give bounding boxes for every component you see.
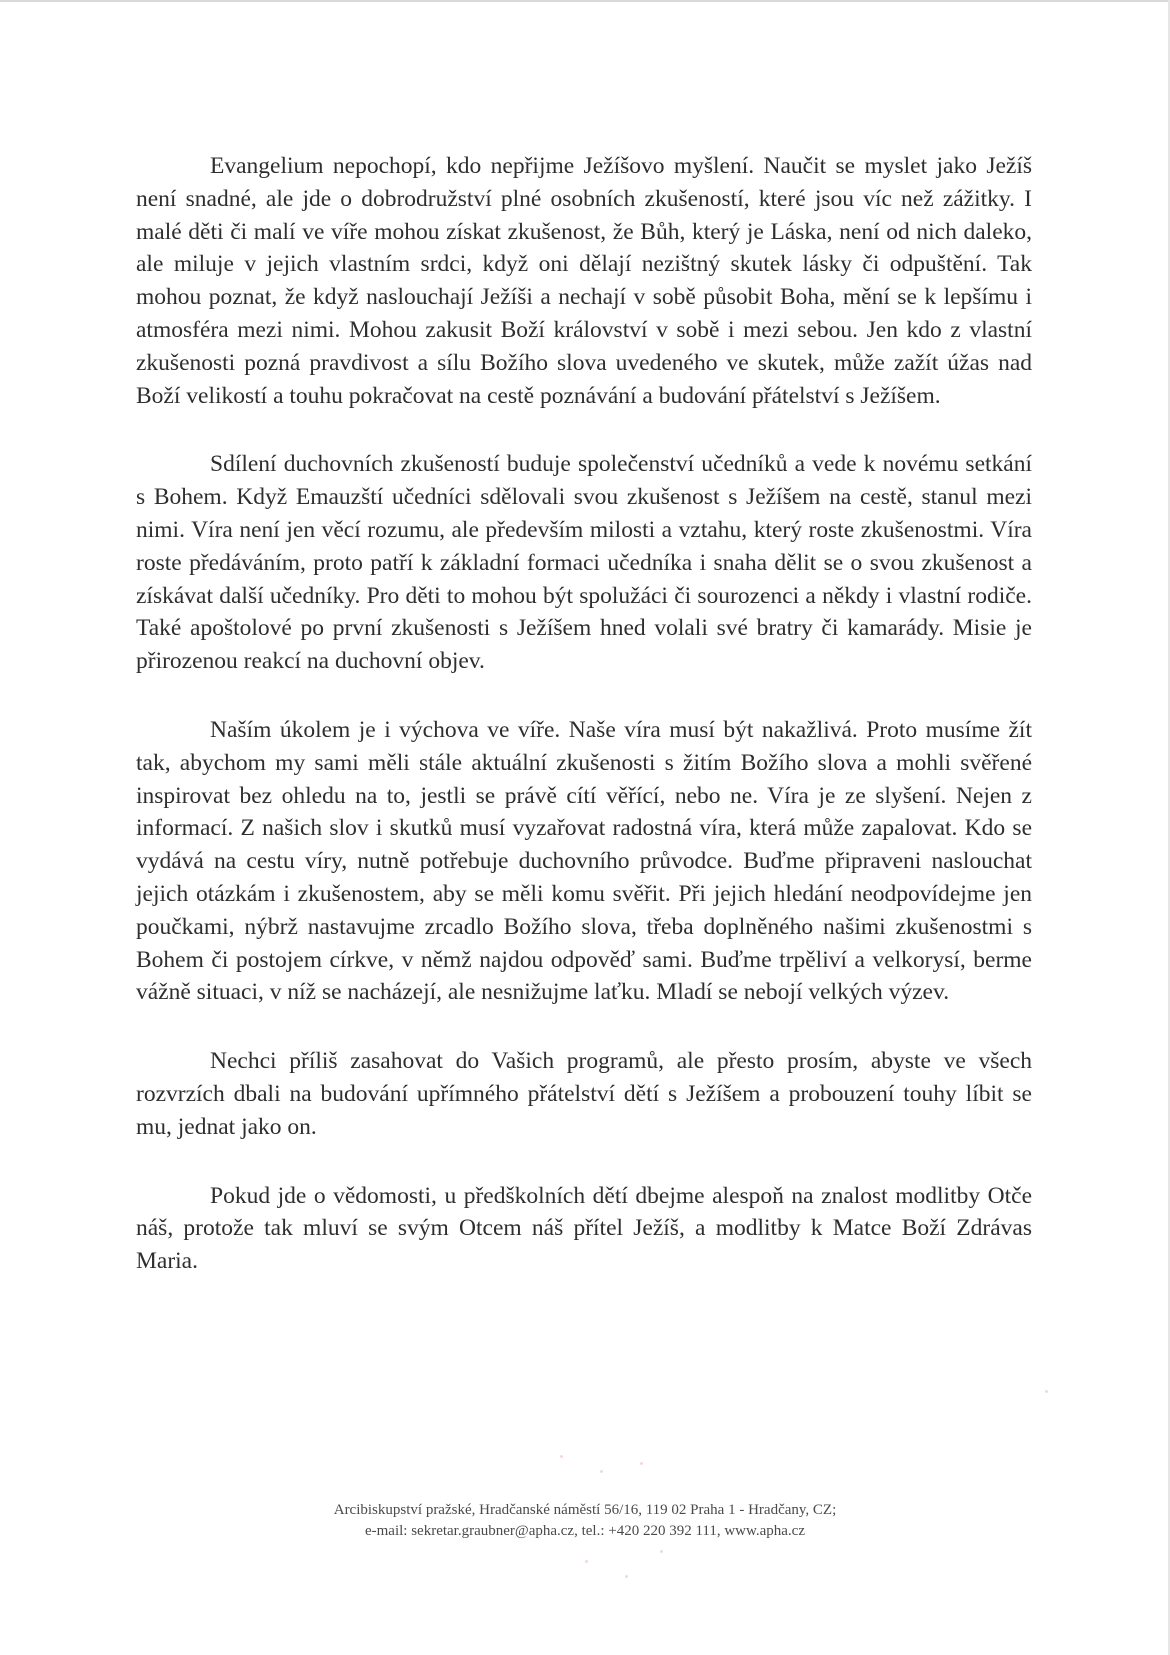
- paragraph-programy: Nechci příliš zasahovat do Vašich programů, ale přesto prosím, abyste ve všech rozvrzích dbali na budování upřímného přátelství dětí s Ježíšem a probouzení touhy líbit se mu, jednat jako on.: [136, 1048, 1032, 1140]
- paragraph-evangelium: Evangelium nepochopí, kdo nepřijme Ježíšovo myšlení. Naučit se myslet jako Ježíš není snadné, ale jde o dobrodružství plné osobních zkušeností, které jsou víc než zážitky. I malé děti či malí ve víře mohou získat zkušenost, že Bůh, který je Láska, není od nich daleko, ale miluje v jejich vlastním srdci, když oni dělají nezištný skutek lásky či odpuštění. Tak mohou poznat, že když naslouchají Ježíši a nechají v sobě působit Boha, mění se k lepšímu i atmosféra mezi nimi. Mohou zakusit Boží království v sobě i mezi sebou. Jen kdo z vlastní zkušenosti pozná pravdivost a sílu Božího slova uvedeného ve skutek, může zažít úžas nad Boží velikostí a touhu pokračovat na cestě poznávání a budování přátelství s Ježíšem.: [136, 153, 1032, 409]
- letter-body: [136, 150, 1032, 1314]
- seal-speck: [625, 1575, 628, 1578]
- seal-speck: [640, 1462, 643, 1465]
- paragraph-vedomosti: Pokud jde o vědomosti, u předškolních dětí dbejme alespoň na znalost modlitby Otče náš, protože tak mluví se svým Otcem náš přítel Ježíš, a modlitby k Matce Boží Zdrávas Maria.: [136, 1182, 1032, 1275]
- footer-contact: e-mail: sekretar.graubner@apha.cz, tel.: +420 220 392 111, www.apha.cz: [364, 1523, 806, 1539]
- paragraph-sdileni: Sdílení duchovních zkušeností buduje společenství učedníků a vede k novému setkání s Bohem. Když Emauzští učedníci sdělovali svou zkušenost s Ježíšem na cestě, stanul mezi nimi. Víra není jen věcí rozumu, ale především milosti a vztahu, který roste zkušenostmi. Víra roste předáváním, proto patří k základní formaci učedníka i snaha dělit se o svou zkušenost a získávat další učedníky. Pro děti to mohou být spolužáci či sourozenci a někdy i vlastní rodiče. Také apoštolové po první zkušenosti s Ježíšem hned volali své bratry či kamarády. Misie je přirozenou reakcí na duchovní objev.: [136, 451, 1032, 675]
- seal-speck: [585, 1560, 588, 1563]
- letterhead-footer: [235, 1500, 935, 1542]
- paragraph-vychova: Naším úkolem je i výchova ve víře. Naše víra musí být nakažlivá. Proto musíme žít tak, abychom my sami měli stále aktuální zkušenosti s žitím Božího slova a mohli svěřené inspirovat bez ohledu na to, jestli se právě cítí věřící, nebo ne. Víra je ze slyšení. Nejen z informací. Z našich slov i skutků musí vyzařovat radostná víra, která může zapalovat. Kdo se vydává na cestu víry, nutně potřebuje duchovního průvodce. Buďme připraveni naslouchat jejich otázkám i zkušenostem, aby se měli komu svěřit. Při jejich hledání neodpovídejme jen poučkami, nýbrž nastavujme zrcadlo Božího slova, třeba doplněného našimi zkušenostmi s Bohem či postojem církve, v němž najdou odpověď sami. Buďme trpěliví a velkorysí, berme vážně situaci, v níž se nacházejí, ale nesnižujme laťku. Mladí se nebojí velkých výzev.: [136, 716, 1032, 1006]
- footer-address: Arcibiskupství pražské, Hradčanské náměstí 56/16, 119 02 Praha 1 - Hradčany, CZ;: [333, 1502, 837, 1518]
- scan-top-edge: [0, 0, 1170, 2]
- seal-speck: [560, 1455, 563, 1458]
- seal-speck: [660, 1550, 663, 1553]
- seal-speck: [1045, 1390, 1048, 1393]
- seal-speck: [600, 1470, 603, 1473]
